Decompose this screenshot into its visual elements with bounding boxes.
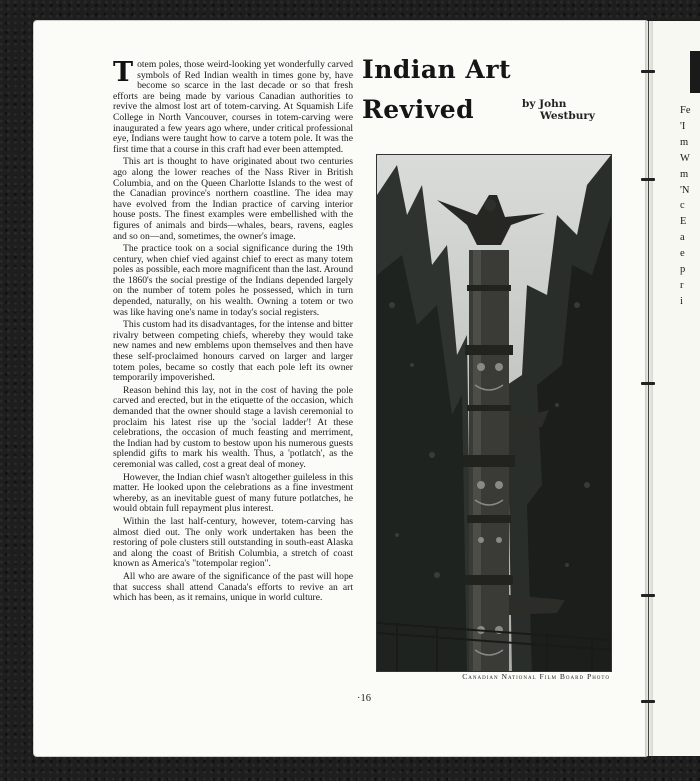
drop-cap: T (113, 57, 134, 88)
article-title-line2: Revived (362, 95, 475, 124)
page-number: ·16 (357, 693, 371, 704)
article-paragraph: This custom had its disadvantages, for the intense and bitter rivalry between competing chiefs, whereby they would take new names and new emblems upon themselves and then have these self-proclaimed honours carved on larger and larger totem poles, became so costly that each pole left its owner temporarily impoverished. (113, 319, 353, 384)
facing-page-text-fragment: Fe 'I m W m 'N c E a e p r i (680, 105, 691, 307)
binding-gutter (645, 21, 653, 756)
staple-mark (641, 70, 655, 73)
article-paragraph: The practice took on a social significance during the 19th century, when chief vied against chief to erect as many totem poles as possible, each more magnificent than the last. Around the 1860's the social prestige of the Indians depended largely on the number of totem poles he possessed, which in turn depended, naturally, on his wealth. Owning a totem or two was like having one's name in today's social registers. (113, 243, 353, 318)
article-paragraph: Totem poles, those weird-looking yet wonderfully carved symbols of Red Indian wealth in times gone by, have become so scarce in the last decade or so that fresh efforts are being made by various Canadian authorities to revive the almost lost art of totem-carving. At Squamish Life College in North Vancouver, courses in totem-carving were inaugurated a few years ago where, under critical professional eye, Indians were taught how to carve a totem pole. It was the first time that a course in this craft had ever been attempted. (113, 57, 353, 155)
byline-author: Westbury (540, 110, 595, 122)
byline-by: by John (522, 98, 567, 110)
staple-mark (641, 594, 655, 597)
article-byline (522, 98, 595, 122)
article-paragraph: All who are aware of the significance of the past will hope that success shall attend Canada's efforts to revive an art which has been, as it remains, unique in world culture. (113, 570, 353, 604)
facing-page-header-block (690, 51, 700, 93)
article-title-line1: Indian Art (362, 55, 512, 84)
article-paragraph: Reason behind this lay, not in the cost of having the pole carved and erected, but in the etiquette of the occasion, which demanded that the owner should stage a lavish ceremonial to proclaim his latest rise up the 'social ladder'! At these celebrations, the occasion of much feasting and merriment, the Indian had by custom to bestow upon his numerous guests splendid gifts to mark his wealth. Thus, a 'potlatch', as the ceremonial was called, cost a great deal of money. (113, 384, 353, 470)
totem-pole-photo (376, 154, 612, 672)
staple-mark (641, 178, 655, 181)
totem-pole-illustration (377, 155, 611, 671)
binding-gutter-line (648, 21, 649, 756)
staple-mark (641, 382, 655, 385)
staple-mark (641, 700, 655, 703)
article-paragraph: Within the last half-century, however, totem-carving has almost died out. The only work undertaken has been the restoring of pole clusters still outstanding in south-east Alaska and along the coast of British Columbia, a stretch of coast known as America's "totempolar region". (113, 515, 353, 570)
article-paragraph: This art is thought to have originated about two centuries ago along the lower reaches of the Nass River in British Columbia, and on the Queen Charlotte Islands to the west of the Canadian province's northern coastline. The idea may have evolved from the Indian practice of carving interior house posts. The finest examples were embellished with the figures of animals and birds—whales, bears, ravens, eagles and so on—and, sometimes, the owner's image. (113, 156, 353, 242)
article-body (113, 57, 353, 606)
article-paragraph: However, the Indian chief wasn't altogether guileless in this matter. He looked upon the celebrations as a fine investment whereby, as an inevitable guest of many future potlatches, he would obtain full repayment plus interest. (113, 471, 353, 515)
photo-caption: Canadian National Film Board Photo (462, 672, 610, 681)
